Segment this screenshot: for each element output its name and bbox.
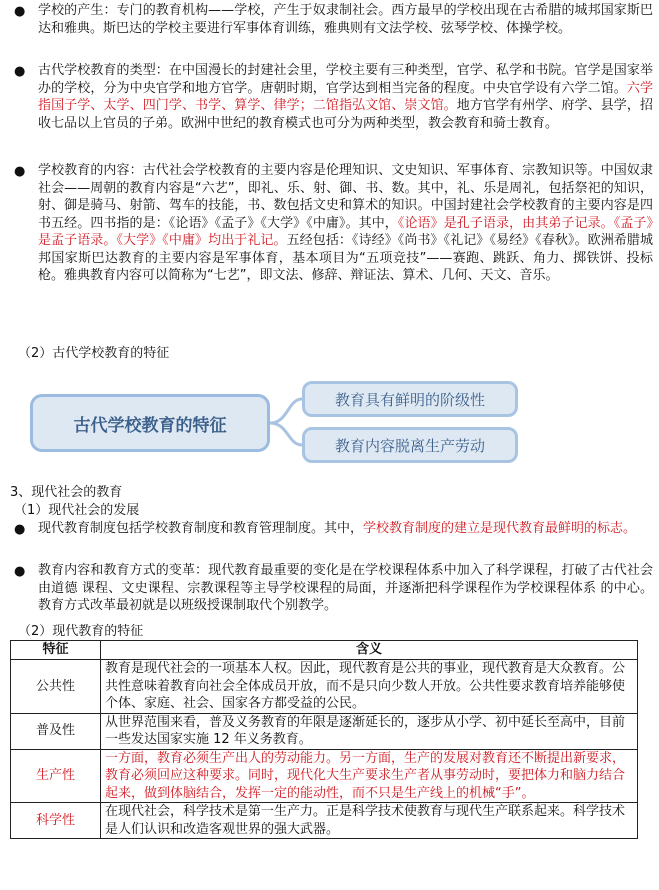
table-cell-feature: 普及性	[11, 713, 101, 749]
table-row	[11, 660, 638, 714]
table-cell-meaning: 教育是现代社会的一项基本人权。因此，现代教育是公共的事业，现代教育是大众教育。公共性意味着教育向社会全体成员开放，而不是只向少数人开放。公共性要求教育培养能够使个体、家庭、社会、国家各方都受益的公民。	[101, 660, 638, 714]
table-header-row	[11, 641, 638, 660]
table-row	[11, 803, 638, 839]
table-cell-meaning: 在现代社会，科学技术是第一生产力。正是科学技术使教育与现代生产联系起来。科学技术是人们认识和改造客观世界的强大武器。	[101, 803, 638, 839]
bullet-school-origin	[10, 2, 653, 37]
highlight-text: 《论语》是孔子语录，由其弟子记录。《孟子》是孟子语录。《大学》《中庸》均出于礼记。	[38, 215, 653, 248]
bullet-icon: ●	[14, 4, 26, 19]
table-cell-feature: 生产性	[11, 749, 101, 803]
subheading-modern-features: （2）现代教育的特征	[18, 624, 144, 639]
mindmap-branch-labor-separation: 教育内容脱离生产劳动	[302, 427, 518, 463]
subheading-modern-development: （1）现代社会的发展	[14, 503, 140, 518]
bullet-icon: ●	[14, 164, 26, 179]
table-cell-meaning: 一方面，教育必须生产出人的劳动能力。另一方面，生产的发展对教育还不断提出新要求，教育必须回应这种要求。同时，现代化大生产要求生产者从事劳动时，要把体力和脑力结合起来，做到体脑结合，发挥一定的能动性，而不只是生产线上的机械“手”。	[101, 749, 638, 803]
table-header-feature: 特征	[11, 641, 101, 660]
mindmap-branch-class-nature: 教育具有鲜明的阶级性	[302, 381, 518, 417]
table-cell-feature: 公共性	[11, 660, 101, 714]
bullet-ancient-content	[10, 162, 653, 285]
bullet-text: 现代教育制度包括学校教育制度和教育管理制度。其中，学校教育制度的建立是现代教育最鲜明的标志。	[38, 521, 637, 536]
modern-features-table	[10, 640, 638, 839]
bullet-text: 学校的产生：专门的教育机构——学校，产生于奴隶制社会。西方最早的学校出现在古希腊的城邦国家斯巴达和雅典。斯巴达的学校主要进行军事体育训练，雅典则有文法学校、弦琴学校、体操学校。	[38, 3, 653, 36]
section-title-modern: 3、现代社会的教育	[10, 485, 123, 500]
bullet-text: 学校教育的内容：古代社会学校教育的主要内容是伦理知识、文史知识、军事体育、宗教知识等。中国奴隶社会——周朝的教育内容是“六艺”，即礼、乐、射、御、书、数。其中，礼、乐是周礼，包括祭祀的知识，射、御是骑马、射箭、驾车的技能，书、数包括文史和算术的知识。中国封建社会学校教育的主要内容是四书五经。四书指的是：《论语》《孟子》《大学》《中庸》。其中，《论语》是孔子语录，由其弟子记录。《孟子》是孟子语录。《大学》《中庸》均出于礼记。五经包括：《诗经》《尚书》《礼记》《易经》《春秋》。欧洲希腊城邦国家斯巴达教育的主要内容是军事体育，基本项目为“五项竞技”——赛跑、跳跃、角力、掷铁饼、投标枪。雅典教育内容可以简称为“七艺”，即文法、修辞、辩证法、算术、几何、天文、音乐。	[38, 163, 653, 283]
bullet-text: 教育内容和教育方式的变革：现代教育最重要的变化是在学校课程体系中加入了科学课程，打破了古代社会由道德 课程、文史课程、宗教课程等主导学校课程的局面，并逐渐把科学课程作为学校课程体系 的中心。教育方式改革最初就是以班级授课制取代个别教学。	[38, 563, 653, 613]
table-row	[11, 749, 638, 803]
highlight-text: 六学指国子学、太学、四门学、书学、算学、律学；二馆指弘文馆、崇文馆。	[38, 80, 653, 113]
subheading-ancient-features: （2）古代学校教育的特征	[18, 346, 170, 361]
bullet-icon: ●	[14, 64, 26, 79]
bullet-ancient-types	[10, 62, 653, 132]
bullet-text: 古代学校教育的类型：在中国漫长的封建社会里，学校主要有三种类型，官学、私学和书院。官学是国家举办的学校，分为中央官学和地方官学。唐朝时期，官学达到相当完备的程度。中央官学设有六学二馆。六学指国子学、太学、四门学、书学、算学、律学；二馆指弘文馆、崇文馆。地方官学有州学、府学、县学，招收七品以上官员的子弟。欧洲中世纪的教育模式也可分为两种类型，教会教育和骑士教育。	[38, 63, 653, 131]
bullet-icon: ●	[14, 522, 26, 537]
table-cell-feature: 科学性	[11, 803, 101, 839]
mindmap	[0, 372, 659, 472]
bullet-modern-system	[10, 520, 653, 538]
bullet-icon: ●	[14, 564, 26, 579]
table-header-meaning: 含义	[101, 641, 638, 660]
bullet-modern-reform	[10, 562, 653, 615]
table-cell-meaning: 从世界范围来看，普及义务教育的年限是逐渐延长的，逐步从小学、初中延长至高中，目前一些发达国家实施 12 年义务教育。	[101, 713, 638, 749]
table-row	[11, 713, 638, 749]
mindmap-center-node: 古代学校教育的特征	[30, 394, 270, 452]
highlight-text: 学校教育制度的建立是现代教育最鲜明的标志。	[363, 521, 637, 536]
